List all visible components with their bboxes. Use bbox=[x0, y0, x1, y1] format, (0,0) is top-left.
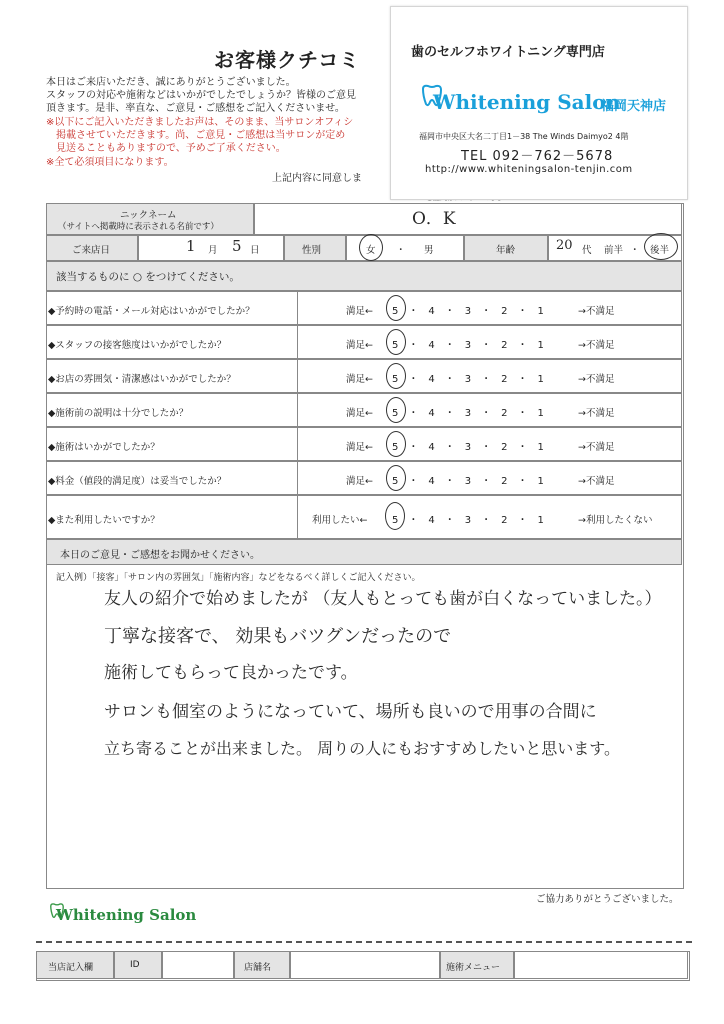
nickname-sub: （サイトへ掲載時に表示される名前です） bbox=[58, 222, 219, 232]
question-text: ◆予約時の電話・メール対応はいかがでしたか？ bbox=[48, 306, 255, 317]
scale-left: 満足← bbox=[346, 374, 373, 385]
comment-area[interactable] bbox=[46, 565, 682, 887]
rating-scale[interactable]: 5 ・ 4 ・ 3 ・ 2 ・ 1 bbox=[392, 442, 544, 453]
rating-selected-circle bbox=[385, 502, 405, 530]
scale-right: →不満足 bbox=[578, 340, 615, 351]
comment-line: 施術してもらって良かったです。 bbox=[104, 663, 358, 683]
comment-line: 友人の紹介で始めましたが （友人もとっても歯が白くなっていました。） bbox=[104, 589, 662, 609]
visit-month: 1 bbox=[186, 237, 196, 255]
scale-right: →不満足 bbox=[578, 374, 615, 385]
notice-line: 見送ることもありますので、予めご了承ください。 bbox=[46, 143, 286, 154]
age-late: 後半 bbox=[650, 245, 670, 256]
rating-scale[interactable]: 5 ・ 4 ・ 3 ・ 2 ・ 1 bbox=[392, 476, 544, 487]
agree-text: 上記内容に同意しま bbox=[272, 173, 362, 184]
visit-day: 5 bbox=[232, 237, 242, 255]
gender-label: 性別 bbox=[302, 245, 322, 256]
sticker-tagline: 歯のセルフホワイトニング専門店 bbox=[411, 45, 605, 60]
comment-header: 本日のご意見・ご感想をお聞かせください。 bbox=[60, 550, 260, 561]
gender-female: 女 bbox=[366, 245, 376, 256]
sticker-brand: Whitening Salon bbox=[433, 90, 621, 114]
question-text: ◆スタッフの接客態度はいかがでしたか？ bbox=[48, 340, 227, 351]
footer-brand: Whitening Salon bbox=[56, 906, 197, 924]
question-text: ◆施術はいかがでしたか？ bbox=[48, 442, 160, 453]
age-value: 20 bbox=[556, 238, 573, 253]
rating-selected-circle bbox=[386, 363, 406, 389]
scale-right: →不満足 bbox=[578, 476, 615, 487]
comment-line: サロンも個室のようになっていて、場所も良いので用事の合間に bbox=[104, 702, 597, 722]
scale-left: 満足← bbox=[346, 408, 373, 419]
id-field[interactable] bbox=[162, 951, 234, 979]
question-text: ◆料金（値段的満足度）は妥当でしたか？ bbox=[48, 476, 227, 487]
cut-line bbox=[36, 941, 692, 943]
id-label: ID bbox=[130, 960, 140, 970]
nickname-field[interactable] bbox=[254, 203, 682, 235]
scale-right: →利用したくない bbox=[578, 515, 653, 526]
age-early: 前半 bbox=[604, 245, 624, 256]
store-label: 当店記入欄 bbox=[48, 963, 94, 973]
rating-scale[interactable]: 5 ・ 4 ・ 3 ・ 2 ・ 1 bbox=[392, 340, 544, 351]
rating-selected-circle bbox=[386, 465, 406, 491]
question-text: ◆お店の雰囲気・清潔感はいかがでしたか？ bbox=[48, 374, 236, 385]
scale-left: 満足← bbox=[346, 442, 373, 453]
comment-line: 丁寧な接客で、 効果もバツグンだったので bbox=[104, 626, 452, 647]
sticker-url: http://www.whiteningsalon-tenjin.com bbox=[425, 164, 633, 175]
sticker-branch: 福岡天神店 bbox=[601, 99, 667, 114]
rating-scale[interactable]: 5 ・ 4 ・ 3 ・ 2 ・ 1 bbox=[392, 515, 544, 526]
thanks-text: ご協力ありがとうございました。 bbox=[536, 894, 679, 905]
gender-male: 男 bbox=[424, 245, 434, 256]
visit-label: ご来店日 bbox=[72, 245, 111, 256]
nickname-label: ニックネーム bbox=[120, 210, 177, 221]
menu-label: 施術メニュー bbox=[446, 963, 501, 973]
gender-sep: ・ bbox=[396, 245, 406, 256]
comment-example: 記入例）「接客」「サロン内の雰囲気」「施術内容」などをなるべく詳しくご記入ください。 bbox=[56, 573, 421, 583]
scale-left: 満足← bbox=[346, 340, 373, 351]
month-unit: 月 bbox=[208, 245, 218, 256]
scale-right: →不満足 bbox=[578, 442, 615, 453]
rating-selected-circle bbox=[386, 431, 406, 457]
scale-left: 満足← bbox=[346, 476, 373, 487]
rating-scale[interactable]: 5 ・ 4 ・ 3 ・ 2 ・ 1 bbox=[392, 408, 544, 419]
question-text: ◆また利用したいですか？ bbox=[48, 515, 160, 526]
sticker-tel: TEL 092－762－5678 bbox=[461, 149, 614, 164]
salon-sticker bbox=[390, 6, 688, 200]
scale-right: →不満足 bbox=[578, 408, 615, 419]
intro-line: スタッフの対応や施術などはいかがでしたでしょうか？皆様のご意見 bbox=[46, 90, 356, 101]
nickname-value: O．K bbox=[412, 209, 456, 229]
rating-scale[interactable]: 5 ・ 4 ・ 3 ・ 2 ・ 1 bbox=[392, 306, 544, 317]
scale-left: 利用したい← bbox=[312, 515, 368, 526]
age-label: 年齢 bbox=[496, 245, 516, 256]
store-name-label: 店舗名 bbox=[244, 963, 272, 973]
age-unit: 代 bbox=[582, 245, 592, 256]
intro-line: 本日はご来店いただき、誠にありがとうございました。 bbox=[46, 77, 296, 88]
page-title: お客様クチコミ bbox=[214, 48, 361, 72]
day-unit: 日 bbox=[250, 245, 260, 256]
rating-selected-circle bbox=[386, 329, 406, 355]
age-sep: ・ bbox=[630, 245, 640, 256]
sticker-address: 福岡市中央区大名二丁目1－38 The Winds Daimyo2 4階 bbox=[419, 132, 629, 141]
notice-line: ※以下にご記入いただきましたお声は、そのまま、当サロンオフィシ bbox=[46, 117, 354, 128]
notice-line: 掲載させていただきます。尚、ご意見・ご感想は当サロンが定め bbox=[46, 130, 346, 141]
intro-line: 頂きます。是非、率直な、ご意見・ご感想をご記入くださいませ。 bbox=[46, 103, 345, 114]
rating-selected-circle bbox=[386, 397, 406, 423]
menu-field[interactable] bbox=[514, 951, 688, 979]
rating-scale[interactable]: 5 ・ 4 ・ 3 ・ 2 ・ 1 bbox=[392, 374, 544, 385]
notice-line: ※全て必須項目になります。 bbox=[46, 157, 174, 168]
instruction-text: 該当するものに ○ をつけてください。 bbox=[56, 271, 240, 283]
rating-selected-circle bbox=[386, 295, 406, 321]
scale-right: →不満足 bbox=[578, 306, 615, 317]
question-text: ◆施術前の説明は十分でしたか？ bbox=[48, 408, 189, 419]
store-name-field[interactable] bbox=[290, 951, 440, 979]
comment-line: 立ち寄ることが出来ました。 周りの人にもおすすめしたいと思います。 bbox=[104, 739, 620, 758]
scale-left: 満足← bbox=[346, 306, 373, 317]
